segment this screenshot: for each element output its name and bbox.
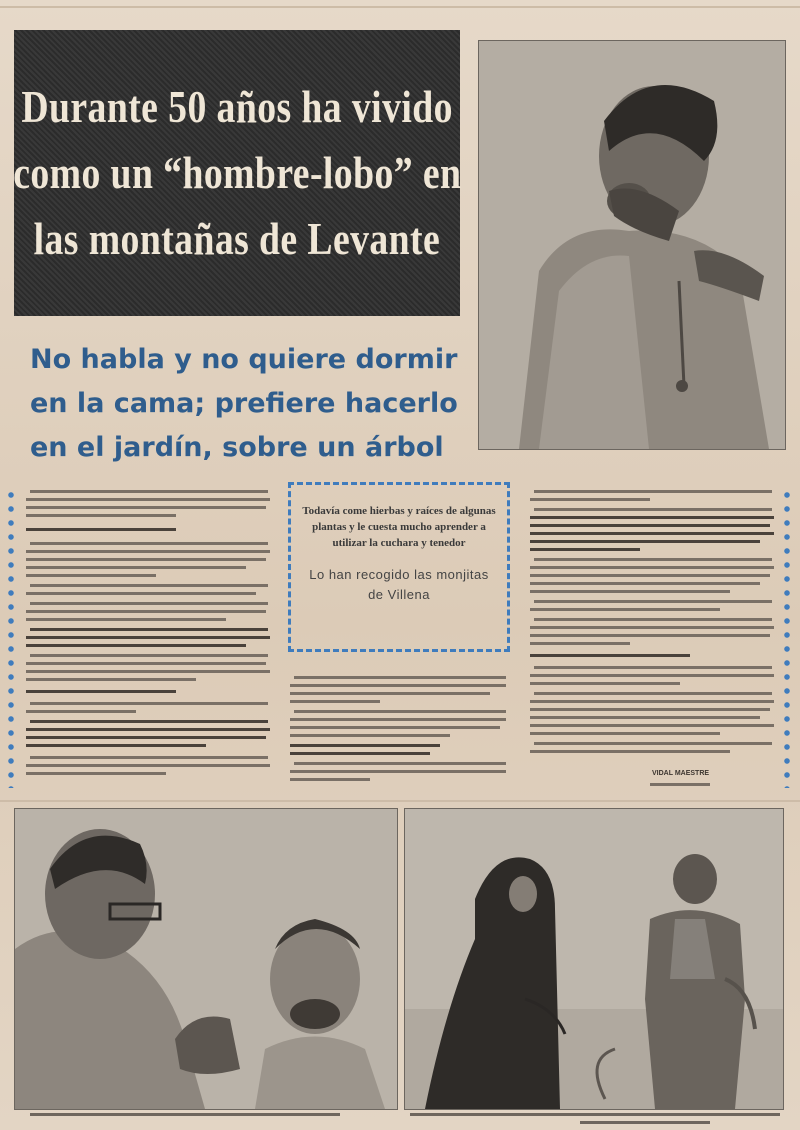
subhead-line-1: No habla y no quiere dormir: [30, 344, 458, 375]
decorative-dots-right: [782, 488, 792, 788]
caption-right: [410, 1112, 780, 1128]
byline-name: VIDAL MAESTRE: [652, 770, 710, 777]
headline-line-1: Durante 50 años ha vivido: [21, 81, 453, 132]
subhead-line-2: en la cama; prefiere hacerlo: [30, 388, 458, 419]
caption-left: [30, 1112, 340, 1120]
pull-quote-text: Todavía come hierbas y raíces de algunas plantas y le cuesta mucho aprender a utilizar la cuchara y tenedor: [302, 505, 496, 549]
photo-wolf-man-portrait: [478, 40, 786, 450]
fold-line: [0, 6, 800, 8]
fold-line-2: [0, 800, 800, 802]
subhead-line-3: en el jardín, sobre un árbol: [30, 432, 444, 463]
body-column-2: [290, 674, 510, 784]
body-text-lines-1: [26, 488, 274, 788]
photo-interview: [14, 808, 398, 1110]
body-text-lines-2: [290, 674, 510, 784]
pull-quote-box: [288, 482, 510, 652]
photo-nun-and-man: [404, 808, 784, 1110]
body-column-3: [530, 488, 778, 768]
body-text-lines-3: [530, 488, 778, 768]
subheadline: [30, 338, 470, 470]
headline-line-2: como un “hombre-lobo” en: [12, 147, 462, 198]
body-column-1: [26, 488, 274, 788]
headline-line-3: las montañas de Levante: [33, 213, 441, 264]
byline-credit: [650, 782, 710, 790]
headline-box: [14, 30, 460, 316]
pull-quote-footer: Lo han recogido las monjitas de Villena: [309, 567, 489, 602]
decorative-dots-left: [6, 488, 16, 788]
